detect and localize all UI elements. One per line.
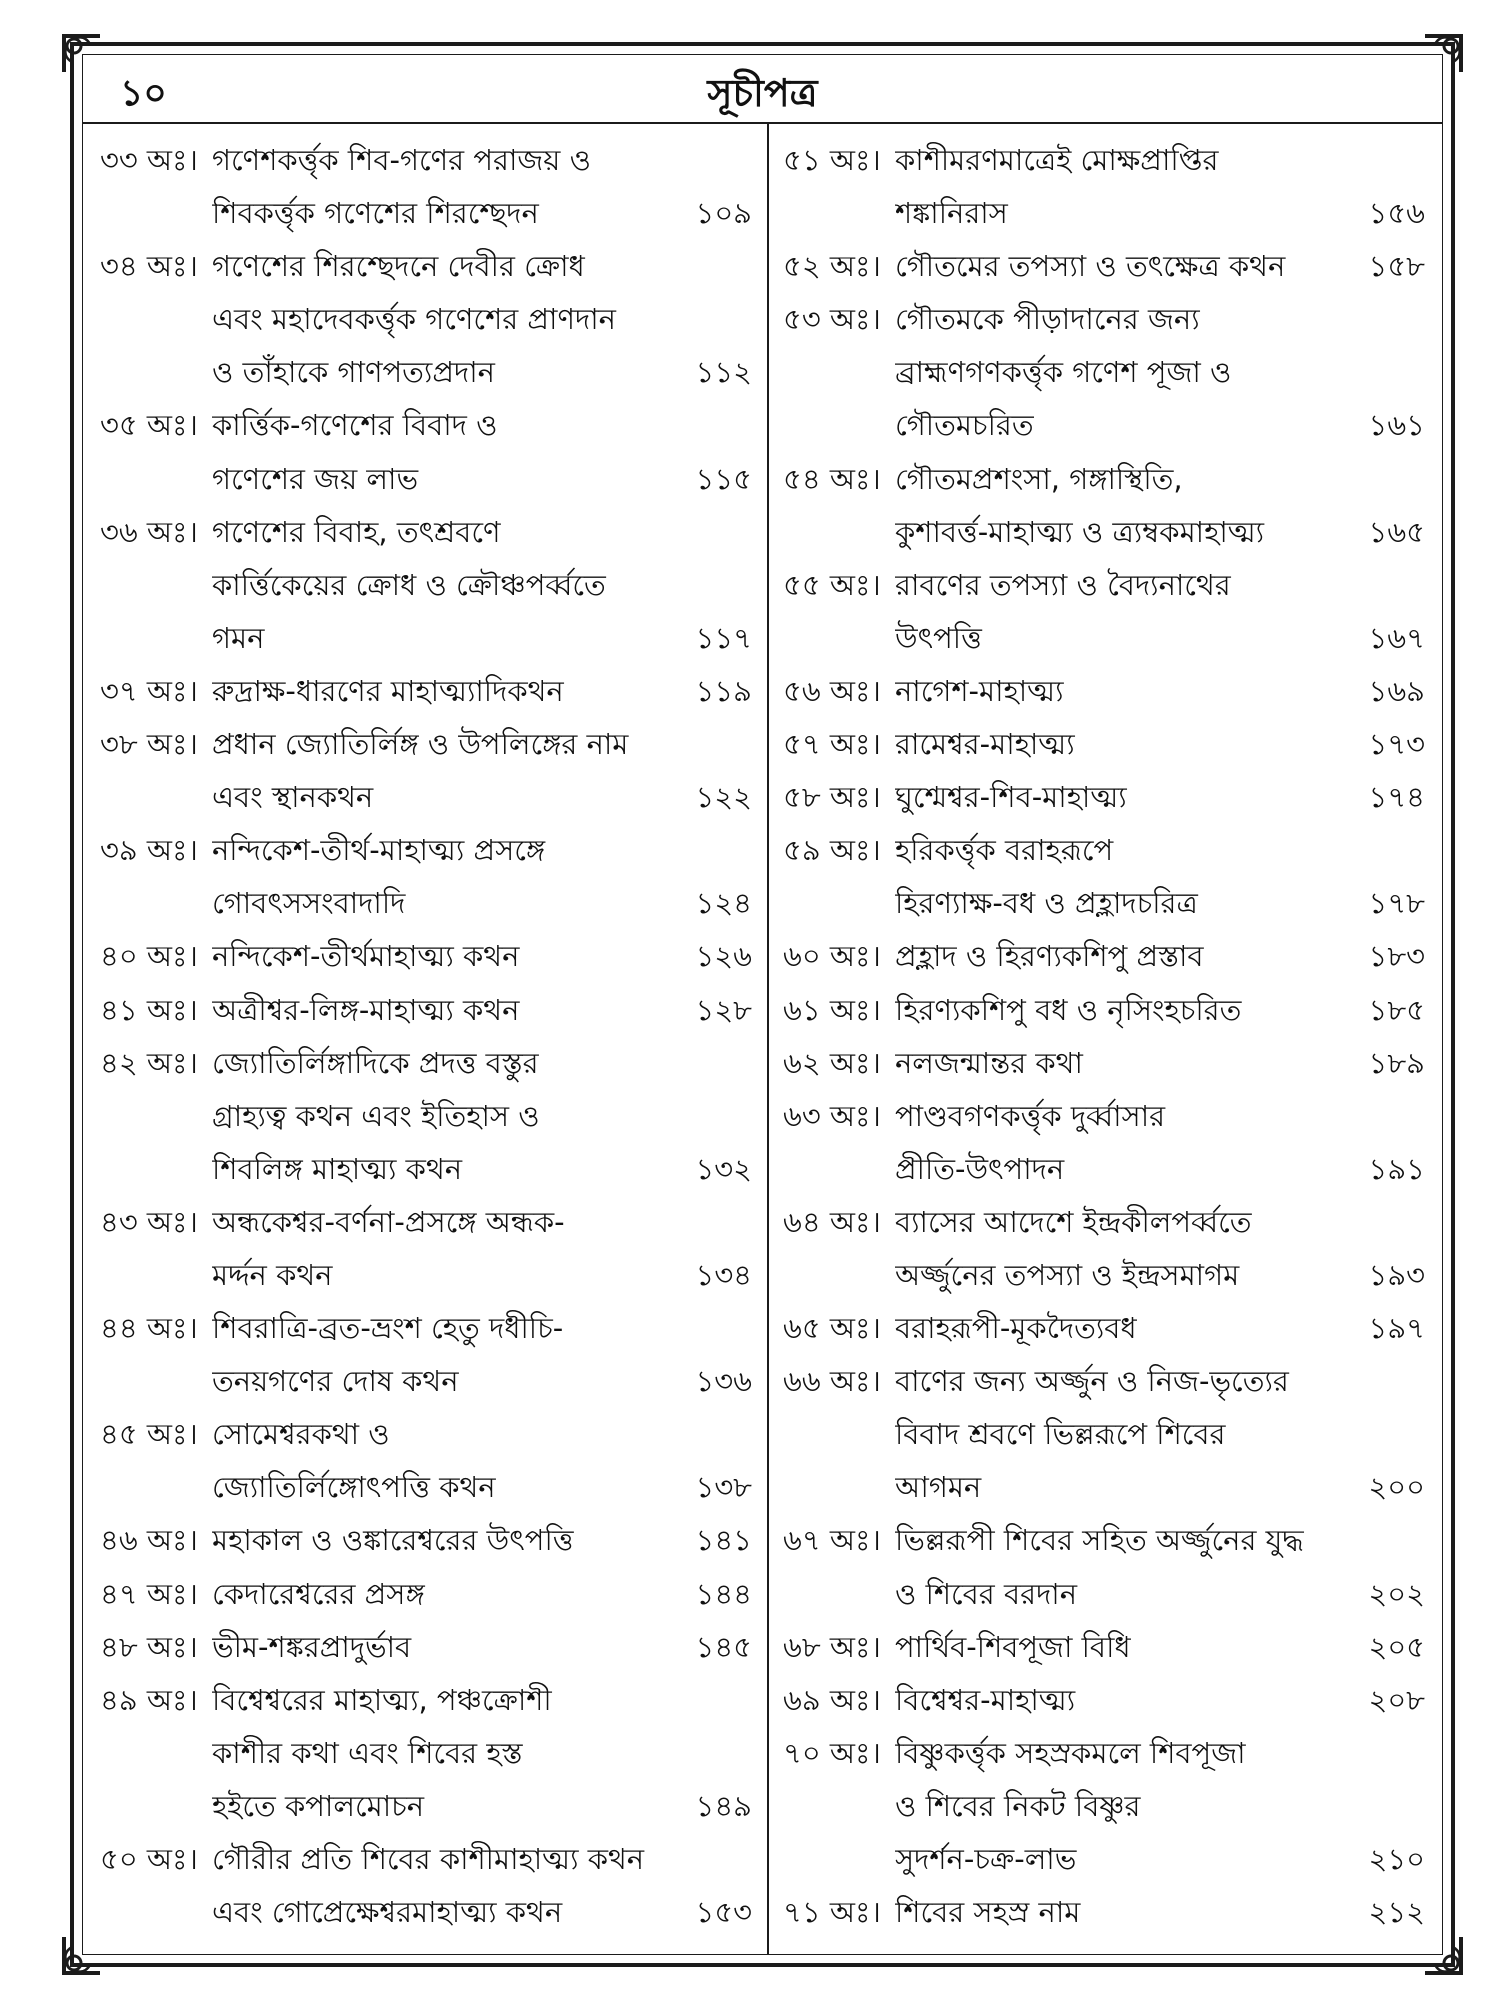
chapter-title: রুদ্রাক্ষ-ধারণের মাহাত্ম্যাদিকথন [212, 673, 564, 708]
toc-right-column [783, 134, 1425, 1939]
chapter-title: ভীম-শঙ্করপ্রাদুর্ভাব [212, 1629, 412, 1664]
chapter-number: ৪৯ অঃ। [100, 1682, 198, 1717]
page-reference: ১৫৩ [695, 1895, 752, 1930]
chapter-number: ৪২ অঃ। [100, 1045, 198, 1080]
toc-entry-line [100, 1037, 752, 1090]
chapter-title: কার্ত্তিক-গণেশের বিবাদ ও [212, 408, 498, 443]
chapter-title: প্রীতি-উৎপাদন [895, 1151, 1065, 1186]
chapter-title: গ্রাহ্যত্ব কথন এবং ইতিহাস ও [212, 1098, 540, 1133]
toc-entry-line [783, 1196, 1425, 1249]
chapter-number: ৫১ অঃ। [783, 143, 881, 177]
toc-entry-line [100, 771, 752, 824]
page-reference: ১২৪ [695, 886, 752, 921]
chapter-title: হিরণ্যকশিপু বধ ও নৃসিংহচরিত [895, 992, 1242, 1027]
chapter-title: কাশীর কথা এবং শিবের হস্ত [212, 1735, 523, 1770]
page-reference: ১৬৭ [1368, 620, 1425, 655]
page-reference: ১৫৮ [1368, 249, 1425, 284]
chapter-title: আগমন [895, 1470, 982, 1505]
chapter-title: গণেশের শিরশ্ছেদনে দেবীর ক্রোধ [212, 249, 585, 284]
toc-entry-line [783, 1674, 1425, 1727]
toc-entry-line [783, 1461, 1425, 1514]
chapter-number: ৭০ অঃ। [783, 1735, 881, 1770]
page-reference: ১৯৩ [1368, 1257, 1425, 1292]
chapter-title: এবং গোপ্রেক্ষেশ্বরমাহাত্ম্য কথন [212, 1895, 563, 1930]
toc-entry-line [783, 1727, 1425, 1780]
page-reference: ১৯১ [1368, 1151, 1425, 1186]
chapter-number: ৪৮ অঃ। [100, 1629, 198, 1664]
chapter-title: গণেশের জয় লাভ [212, 461, 419, 496]
toc-entry [783, 1090, 1425, 1196]
toc-entry [783, 1355, 1425, 1514]
page-reference: ১২৮ [695, 992, 752, 1027]
chapter-title: ঘুশ্মেশ্বর-শিব-মাহাত্ম্য [895, 780, 1127, 815]
toc-entry [100, 506, 752, 665]
chapter-number: ৪০ অঃ। [100, 939, 198, 974]
toc-entry [100, 824, 752, 930]
page-reference: ১৩৪ [695, 1257, 752, 1292]
toc-entry [783, 1514, 1425, 1620]
chapter-title: মর্দ্দন কথন [212, 1257, 333, 1292]
chapter-title: গৌতমপ্রশংসা, গঙ্গাস্থিতি, [895, 461, 1183, 496]
toc-entry-line [100, 877, 752, 930]
toc-entry [783, 1727, 1425, 1886]
chapter-title: কার্ত্তিকেয়ের ক্রোধ ও ক্রৌঞ্চপর্ব্বতে [212, 567, 606, 602]
page-reference: ১১৫ [695, 461, 752, 496]
chapter-title: উৎপত্তি [895, 620, 982, 655]
toc-entry-line [100, 1355, 752, 1408]
toc-entry [100, 1568, 752, 1621]
chapter-title: হরিকর্ত্তৃক বরাহরূপে [895, 833, 1114, 868]
chapter-number: ৬০ অঃ। [783, 939, 881, 974]
toc-entry [783, 1886, 1425, 1939]
page-reference: ২০০ [1368, 1470, 1425, 1505]
toc-entry-line [100, 612, 752, 665]
chapter-title: প্রহ্লাদ ও হিরণ্যকশিপু প্রস্তাব [895, 939, 1204, 974]
page-reference: ১৭৮ [1368, 886, 1425, 921]
toc-entry-line [100, 1514, 752, 1567]
page-reference: ১৬৫ [1368, 514, 1425, 549]
chapter-title: প্রধান জ্যোতির্লিঙ্গ ও উপলিঙ্গের নাম [212, 727, 629, 762]
chapter-title: তনয়গণের দোষ কথন [212, 1364, 459, 1399]
toc-entry-line [783, 1408, 1425, 1461]
chapter-number: ৬৯ অঃ। [783, 1682, 881, 1717]
toc-entry-line [100, 1090, 752, 1143]
chapter-title: নন্দিকেশ-তীর্থ-মাহাত্ম্য প্রসঙ্গে [212, 833, 546, 868]
toc-entry [783, 240, 1425, 293]
toc-entry-line [783, 1886, 1425, 1939]
chapter-title: অন্ধকেশ্বর-বর্ণনা-প্রসঙ্গে অন্ধক- [212, 1204, 565, 1239]
chapter-title: পাণ্ডবগণকর্ত্তৃক দুর্ব্বাসার [895, 1098, 1166, 1133]
chapter-title: গোবৎসসংবাদাদি [212, 886, 406, 921]
chapter-title: গৌরীর প্রতি শিবের কাশীমাহাত্ম্য কথন [212, 1842, 645, 1876]
page-reference: ২০৫ [1368, 1629, 1425, 1664]
chapter-number: ৪৩ অঃ। [100, 1204, 198, 1239]
chapter-title: সুদর্শন-চক্র-লাভ [895, 1842, 1077, 1876]
toc-entry-line [100, 187, 752, 240]
toc-entry-line [100, 718, 752, 771]
toc-entry-line [783, 718, 1425, 771]
toc-entry [783, 453, 1425, 559]
chapter-title: ভিল্লরূপী শিবের সহিত অর্জ্জুনের যুদ্ধ [895, 1523, 1304, 1558]
toc-entry-line [783, 506, 1425, 559]
page-reference: ১২৬ [695, 939, 752, 974]
chapter-title: জ্যোতির্লিঙ্গোৎপত্তি কথন [212, 1470, 496, 1505]
toc-entry-line [783, 771, 1425, 824]
toc-entry-line [100, 134, 752, 187]
toc-entry-line [100, 1196, 752, 1249]
chapter-number: ৬৮ অঃ। [783, 1629, 881, 1664]
chapter-title: মহাকাল ও ওঙ্কারেশ্বরের উৎপত্তি [212, 1523, 574, 1558]
toc-entry-line [783, 1833, 1425, 1886]
chapter-number: ৬৫ অঃ। [783, 1311, 881, 1346]
corner-ornament-bottom-left [60, 1933, 104, 1977]
toc-entry-line [783, 877, 1425, 930]
chapter-number: ৫৬ অঃ। [783, 673, 881, 708]
chapter-title: গৌতমচরিত [895, 408, 1034, 443]
page-reference: ১৪৯ [695, 1788, 752, 1823]
toc-entry-line [100, 559, 752, 612]
toc-entry-line [100, 399, 752, 452]
page-reference: ১৪৫ [695, 1629, 752, 1664]
toc-entry-line [100, 1727, 752, 1780]
chapter-title: রাবণের তপস্যা ও বৈদ্যনাথের [895, 567, 1231, 602]
toc-entry-line [100, 1408, 752, 1461]
toc-entry-line [783, 187, 1425, 240]
page-reference: ১৮৯ [1368, 1045, 1425, 1080]
toc-entry [100, 240, 752, 399]
chapter-title: হিরণ্যাক্ষ-বধ ও প্রহ্লাদচরিত্র [895, 886, 1198, 921]
toc-entry-line [783, 1037, 1425, 1090]
toc-entry-line [100, 1143, 752, 1196]
chapter-title: হইতে কপালমোচন [212, 1788, 425, 1823]
toc-entry [100, 930, 752, 983]
toc-entry-line [100, 930, 752, 983]
page-number: ১০ [120, 73, 167, 114]
toc-entry [100, 665, 752, 718]
toc-entry-line [783, 1568, 1425, 1621]
toc-entry-line [783, 399, 1425, 452]
chapter-title: এবং স্থানকথন [212, 780, 374, 815]
chapter-title: শিবের সহস্র নাম [895, 1895, 1081, 1930]
toc-entry [783, 134, 1425, 240]
page-reference: ১৪১ [695, 1523, 752, 1558]
toc-entry [783, 984, 1425, 1037]
chapter-title: নন্দিকেশ-তীর্থমাহাত্ম্য কথন [212, 939, 520, 974]
chapter-title: বিশ্বেশ্বরের মাহাত্ম্য, পঞ্চক্রোশী [212, 1682, 552, 1717]
page-reference: ১২২ [695, 780, 752, 815]
toc-entry [100, 399, 752, 505]
toc-entry [100, 718, 752, 824]
chapter-number: ৬৬ অঃ। [783, 1364, 881, 1399]
chapter-title: রামেশ্বর-মাহাত্ম্য [895, 727, 1075, 762]
toc-left-column [100, 134, 752, 1939]
toc-entry [100, 1196, 752, 1302]
toc-entry-line [100, 1886, 752, 1939]
chapter-number: ৫৩ অঃ। [783, 302, 881, 337]
page-reference: ১৫৬ [1368, 196, 1425, 231]
toc-entry [100, 134, 752, 240]
toc-entry [783, 1674, 1425, 1727]
chapter-title: গৌতমকে পীড়াদানের জন্য [895, 302, 1200, 337]
toc-entry-line [100, 1833, 752, 1886]
chapter-title: শিবরাত্রি-ব্রত-ভ্রংশ হেতু দধীচি- [212, 1311, 564, 1346]
page-reference: ১৩৬ [695, 1364, 752, 1399]
page-title: সূচীপত্র [707, 71, 818, 115]
chapter-number: ৫০ অঃ। [100, 1842, 198, 1876]
toc-entry [783, 1196, 1425, 1302]
toc-entry-line [783, 824, 1425, 877]
toc-entry-line [783, 293, 1425, 346]
toc-entry-line [100, 1621, 752, 1674]
chapter-title: অর্জ্জুনের তপস্যা ও ইন্দ্রসমাগম [895, 1257, 1240, 1292]
chapter-number: ৪১ অঃ। [100, 992, 198, 1027]
toc-entry-line [783, 1090, 1425, 1143]
page-reference: ২১২ [1368, 1895, 1425, 1930]
chapter-title: জ্যোতির্লিঙ্গাদিকে প্রদত্ত বস্তুর [212, 1045, 539, 1080]
toc-entry [783, 930, 1425, 983]
chapter-title: শিবকর্ত্তৃক গণেশের শিরশ্ছেদন [212, 196, 539, 231]
toc-entry [100, 984, 752, 1037]
chapter-number: ৬১ অঃ। [783, 992, 881, 1027]
page-reference: ১১৯ [695, 673, 752, 708]
chapter-title: সোমেশ্বরকথা ও [212, 1417, 390, 1452]
chapter-number: ৩৭ অঃ। [100, 673, 198, 708]
page-reference: ২০২ [1368, 1576, 1425, 1611]
page-reference: ১১৭ [695, 620, 752, 655]
toc-entry-line [783, 930, 1425, 983]
toc-entry-line [783, 1249, 1425, 1302]
toc-entry-line [783, 134, 1425, 187]
toc-entry-line [100, 506, 752, 559]
toc-entry-line [100, 1302, 752, 1355]
page-reference: ১৩২ [695, 1151, 752, 1186]
toc-entry-line [100, 1461, 752, 1514]
chapter-title: নলজন্মান্তর কথা [895, 1045, 1083, 1080]
chapter-title: অত্রীশ্বর-লিঙ্গ-মাহাত্ম্য কথন [212, 992, 520, 1027]
toc-entry [100, 1302, 752, 1408]
toc-entry-line [783, 1780, 1425, 1833]
chapter-title: শিবলিঙ্গ মাহাত্ম্য কথন [212, 1151, 463, 1186]
toc-entry-line [783, 1355, 1425, 1408]
page-reference: ১৪৪ [695, 1576, 752, 1611]
toc-entry [783, 1621, 1425, 1674]
chapter-title: ও শিবের বরদান [895, 1576, 1078, 1611]
chapter-title: ও শিবের নিকট বিষ্ণুর [895, 1788, 1141, 1823]
page-reference: ১০৯ [695, 196, 752, 231]
chapter-title: গমন [212, 620, 265, 655]
page-reference: ১৮৩ [1368, 939, 1425, 974]
toc-entry-line [100, 346, 752, 399]
chapter-title: এবং মহাদেবকর্ত্তৃক গণেশের প্রাণদান [212, 302, 616, 337]
page-reference: ১৩৮ [695, 1470, 752, 1505]
chapter-number: ৪৭ অঃ। [100, 1576, 198, 1611]
chapter-title: কুশাবর্ত্ত-মাহাত্ম্য ও ত্র্যম্বকমাহাত্ম্য [895, 514, 1265, 549]
chapter-number: ৫৪ অঃ। [783, 461, 881, 496]
toc-entry-line [100, 240, 752, 293]
toc-entry-line [783, 1302, 1425, 1355]
toc-entry-line [100, 293, 752, 346]
page-reference: ১৭৪ [1368, 780, 1425, 815]
toc-entry-line [783, 346, 1425, 399]
toc-entry-line [100, 984, 752, 1037]
toc-entry [100, 1037, 752, 1196]
chapter-number: ৫৮ অঃ। [783, 780, 881, 815]
toc-entry-line [783, 453, 1425, 506]
chapter-number: ৬৪ অঃ। [783, 1204, 881, 1239]
toc-entry [100, 1514, 752, 1567]
toc-entry-line [100, 665, 752, 718]
chapter-title: বিশ্বেশ্বর-মাহাত্ম্য [895, 1682, 1076, 1717]
toc-entry-line [783, 665, 1425, 718]
chapter-number: ৫৯ অঃ। [783, 833, 881, 868]
page-reference: ১৮৫ [1368, 992, 1425, 1027]
chapter-title: বাণের জন্য অর্জ্জুন ও নিজ-ভৃত্যের [895, 1364, 1289, 1399]
chapter-number: ৩৫ অঃ। [100, 408, 198, 443]
chapter-title: গণেশের বিবাহ, তৎশ্রবণে [212, 514, 501, 549]
page-reference: ২০৮ [1368, 1682, 1425, 1717]
toc-entry [100, 1674, 752, 1833]
toc-entry-line [100, 1674, 752, 1727]
chapter-title: বিবাদ শ্রবণে ভিল্লরূপে শিবের [895, 1417, 1226, 1452]
page-reference: ১১২ [695, 355, 752, 390]
chapter-number: ৩৩ অঃ। [100, 143, 198, 177]
chapter-title: গৌতমের তপস্যা ও তৎক্ষেত্র কথন [895, 249, 1286, 284]
toc-entry-line [100, 824, 752, 877]
page-reference: ১৬৯ [1368, 673, 1425, 708]
page-reference: ১৭৩ [1368, 727, 1425, 762]
chapter-number: ৩৬ অঃ। [100, 514, 198, 549]
chapter-number: ৩৪ অঃ। [100, 249, 198, 284]
chapter-title: পার্থিব-শিবপূজা বিধি [895, 1629, 1131, 1664]
toc-entry [783, 293, 1425, 452]
chapter-title: নাগেশ-মাহাত্ম্য [895, 673, 1064, 708]
toc-entry [783, 1302, 1425, 1355]
chapter-title: ব্রাহ্মণগণকর্ত্তৃক গণেশ পূজা ও [895, 355, 1232, 390]
toc-entry-line [783, 612, 1425, 665]
toc-entry [783, 718, 1425, 771]
toc-entry [783, 559, 1425, 665]
toc-entry [783, 771, 1425, 824]
chapter-number: ৫৭ অঃ। [783, 727, 881, 762]
chapter-number: ৫৫ অঃ। [783, 567, 881, 602]
chapter-title: কাশীমরণমাত্রেই মোক্ষপ্রাপ্তির [895, 143, 1219, 177]
chapter-number: ৬২ অঃ। [783, 1045, 881, 1080]
toc-entry-line [783, 559, 1425, 612]
toc-entry-line [100, 1568, 752, 1621]
page-reference: ২১০ [1368, 1842, 1425, 1876]
chapter-title: শঙ্কানিরাস [895, 196, 1008, 231]
chapter-number: ৭১ অঃ। [783, 1895, 881, 1930]
chapter-number: ৩৯ অঃ। [100, 833, 198, 868]
page-header [82, 56, 1443, 122]
toc-entry-line [100, 1249, 752, 1302]
toc-entry [100, 1621, 752, 1674]
chapter-number: ৪৬ অঃ। [100, 1523, 198, 1558]
toc-entry-line [783, 1621, 1425, 1674]
toc-entry [100, 1408, 752, 1514]
toc-entry-line [783, 1143, 1425, 1196]
toc-entry [783, 665, 1425, 718]
toc-entry-line [783, 240, 1425, 293]
chapter-title: বরাহরূপী-মূকদৈত্যবধ [895, 1311, 1137, 1346]
chapter-title: বিষ্ণুকর্ত্তৃক সহস্রকমলে শিবপূজা [895, 1735, 1246, 1770]
chapter-number: ৬৩ অঃ। [783, 1098, 881, 1133]
chapter-title: ও তাঁহাকে গাণপত্যপ্রদান [212, 355, 495, 390]
chapter-number: ৫২ অঃ। [783, 249, 881, 284]
chapter-number: ৬৭ অঃ। [783, 1523, 881, 1558]
toc-entry [100, 1833, 752, 1939]
chapter-number: ৪৫ অঃ। [100, 1417, 198, 1452]
chapter-title: ব্যাসের আদেশে ইন্দ্রকীলপর্ব্বতে [895, 1204, 1252, 1239]
header-rule [82, 122, 1443, 124]
chapter-title: গণেশকর্ত্তৃক শিব-গণের পরাজয় ও [212, 143, 591, 177]
chapter-title: কেদারেশ্বরের প্রসঙ্গ [212, 1576, 425, 1611]
toc-entry [783, 1037, 1425, 1090]
chapter-number: ৪৪ অঃ। [100, 1311, 198, 1346]
toc-entry-line [100, 1780, 752, 1833]
page-reference: ১৬১ [1368, 408, 1425, 443]
column-divider [767, 124, 769, 1955]
corner-ornament-bottom-right [1421, 1933, 1465, 1977]
toc-entry-line [100, 453, 752, 506]
page-reference: ১৯৭ [1368, 1311, 1425, 1346]
toc-entry [783, 824, 1425, 930]
toc-entry-line [783, 984, 1425, 1037]
toc-entry-line [783, 1514, 1425, 1567]
chapter-number: ৩৮ অঃ। [100, 727, 198, 762]
